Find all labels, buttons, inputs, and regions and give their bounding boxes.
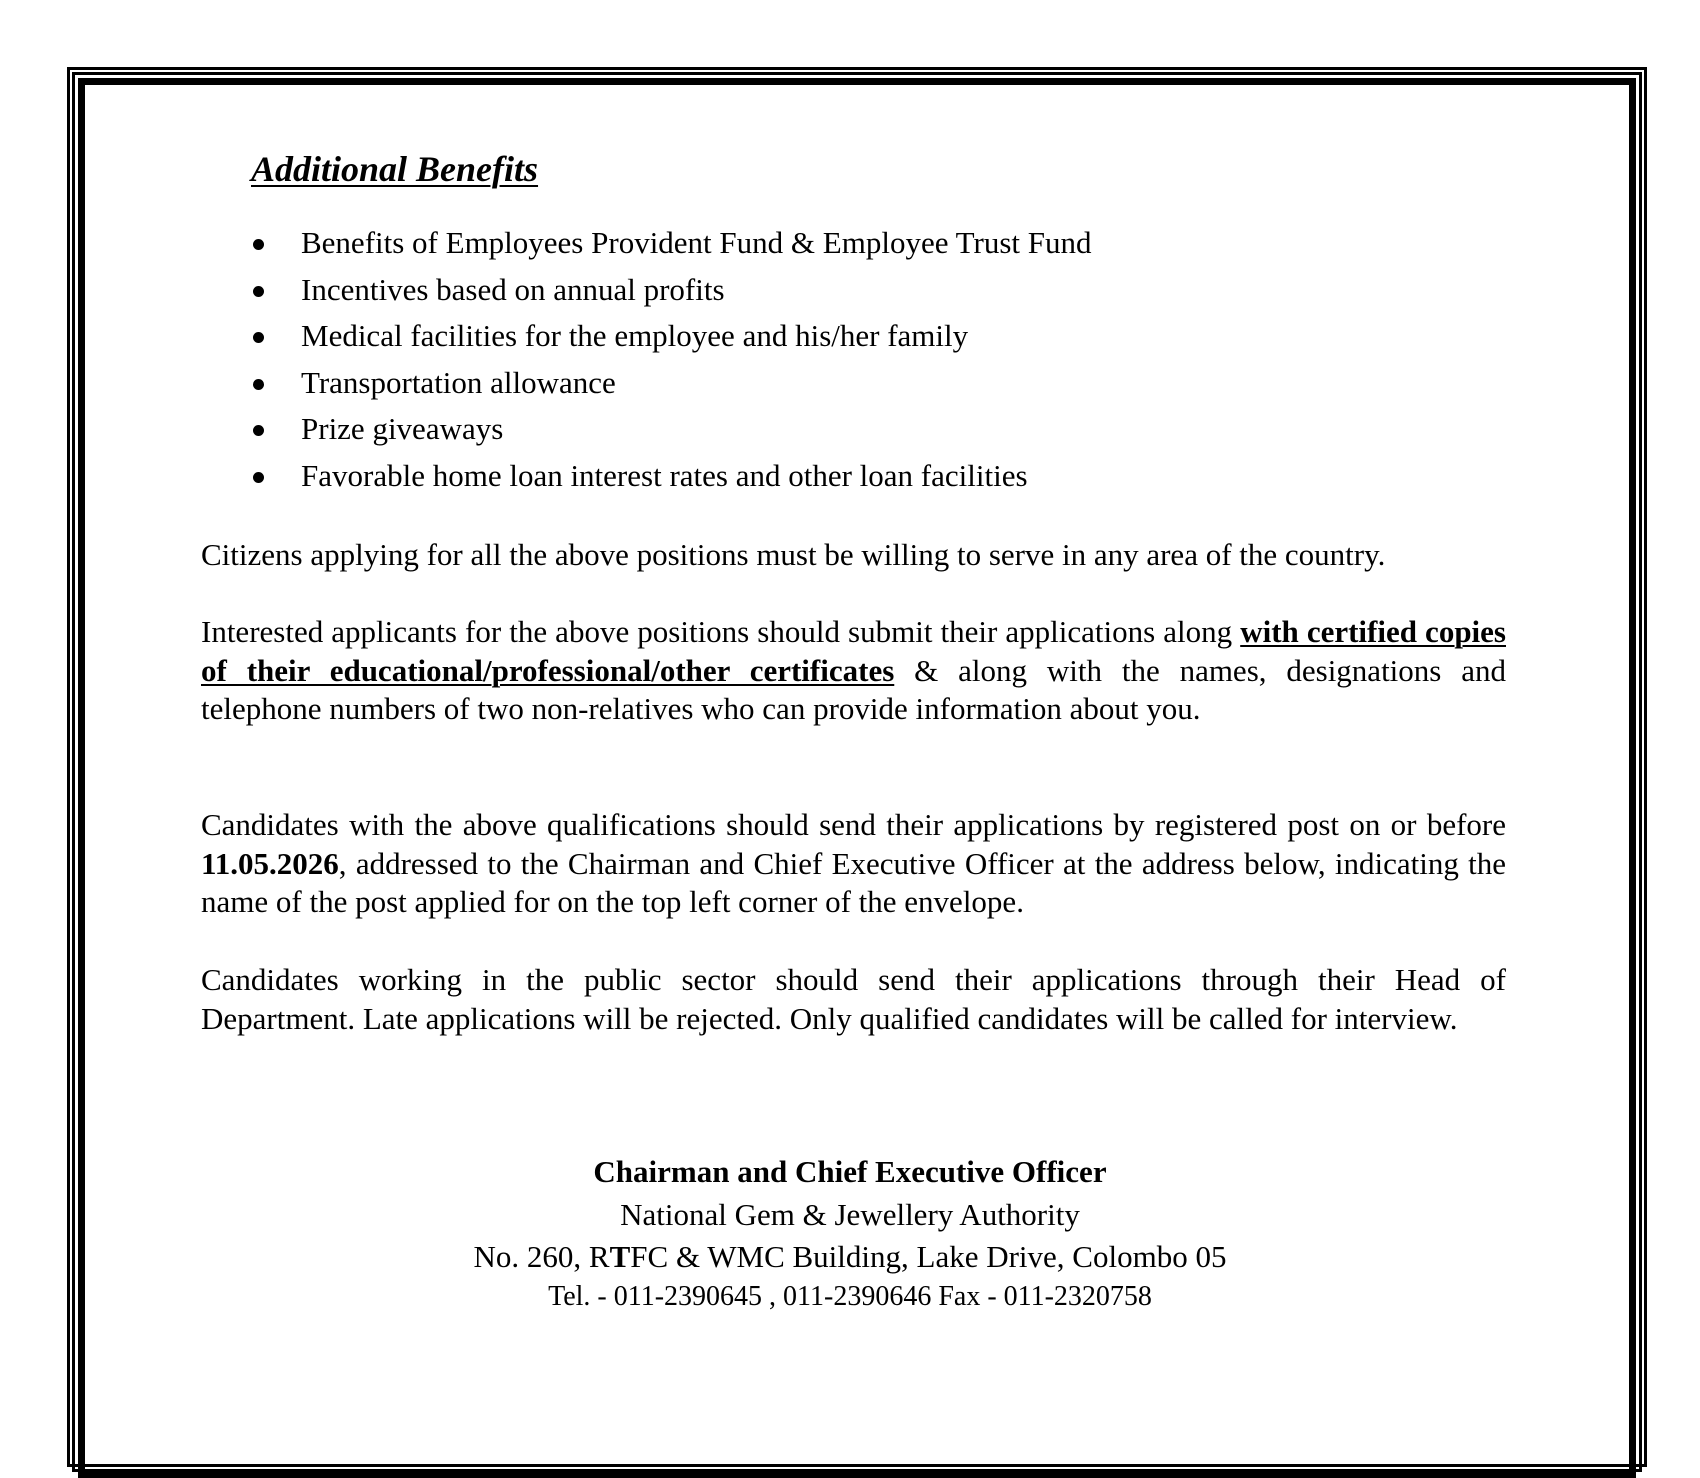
closing-date: 11.05.2026 <box>201 845 339 881</box>
list-item <box>251 267 1092 314</box>
benefit-text: Transportation allowance <box>301 364 616 400</box>
paragraph-public-sector: Candidates working in the public sector should send their applications through their Head of Department. Late applications will be rejected. Only qualified candidates will be called for interview. <box>201 962 1506 1036</box>
paragraph-service-area: Citizens applying for all the above positions must be willing to serve in any area of the country. <box>201 537 1386 572</box>
certificates-requirement: with certified copies of their educational/professional/other certificates <box>201 614 1506 688</box>
organization-name: National Gem & Jewellery Authority <box>620 1197 1080 1232</box>
benefit-text: Prize giveaways <box>301 411 504 446</box>
bullet-icon <box>253 472 264 483</box>
paragraph-text: & along with the names, designations and telephone numbers of two non-relatives who can provide information about you. <box>201 652 1506 726</box>
bullet-icon <box>253 425 264 436</box>
benefits-list <box>251 220 1092 499</box>
bullet-icon <box>253 332 264 343</box>
contact-numbers: Tel. - 011-2390645 , 011-2390646 Fax - 011-2320758 <box>548 1281 1152 1312</box>
paragraph-text: , addressed to the Chairman and Chief Executive Officer at the address below, indicating the name of the post applied for on the top left corner of the envelope. <box>201 845 1506 919</box>
list-item <box>251 453 1092 500</box>
bullet-icon <box>253 379 264 390</box>
signatory-title: Chairman and Chief Executive Officer <box>593 1154 1107 1189</box>
address-text: T <box>609 1239 631 1274</box>
list-item <box>251 313 1092 360</box>
benefit-text: Favorable home loan interest rates and other loan facilities <box>301 457 1028 493</box>
bullet-icon <box>253 239 264 250</box>
paragraph-deadline <box>201 806 1506 922</box>
list-item <box>251 220 1092 267</box>
paragraph-text: Interested applicants for the above positions should submit their applications along <box>201 614 1241 649</box>
address-text: No. 260, R <box>473 1239 610 1274</box>
address-text: FC & WMC Building, Lake Drive, Colombo 05 <box>630 1239 1227 1274</box>
paragraph-application-requirements <box>201 613 1506 729</box>
benefit-text: Benefits of Employees Provident Fund & Employee Trust Fund <box>301 225 1092 260</box>
postal-address <box>0 1237 1700 1277</box>
benefit-text: Incentives based on annual profits <box>301 271 725 307</box>
paragraph-text: Candidates with the above qualifications should send their applications by registered post on or before <box>201 807 1506 842</box>
list-item <box>251 360 1092 407</box>
list-item <box>251 406 1092 453</box>
section-heading: Additional Benefits <box>251 149 539 189</box>
bullet-icon <box>253 286 264 297</box>
benefit-text: Medical facilities for the employee and his/her family <box>301 318 969 353</box>
